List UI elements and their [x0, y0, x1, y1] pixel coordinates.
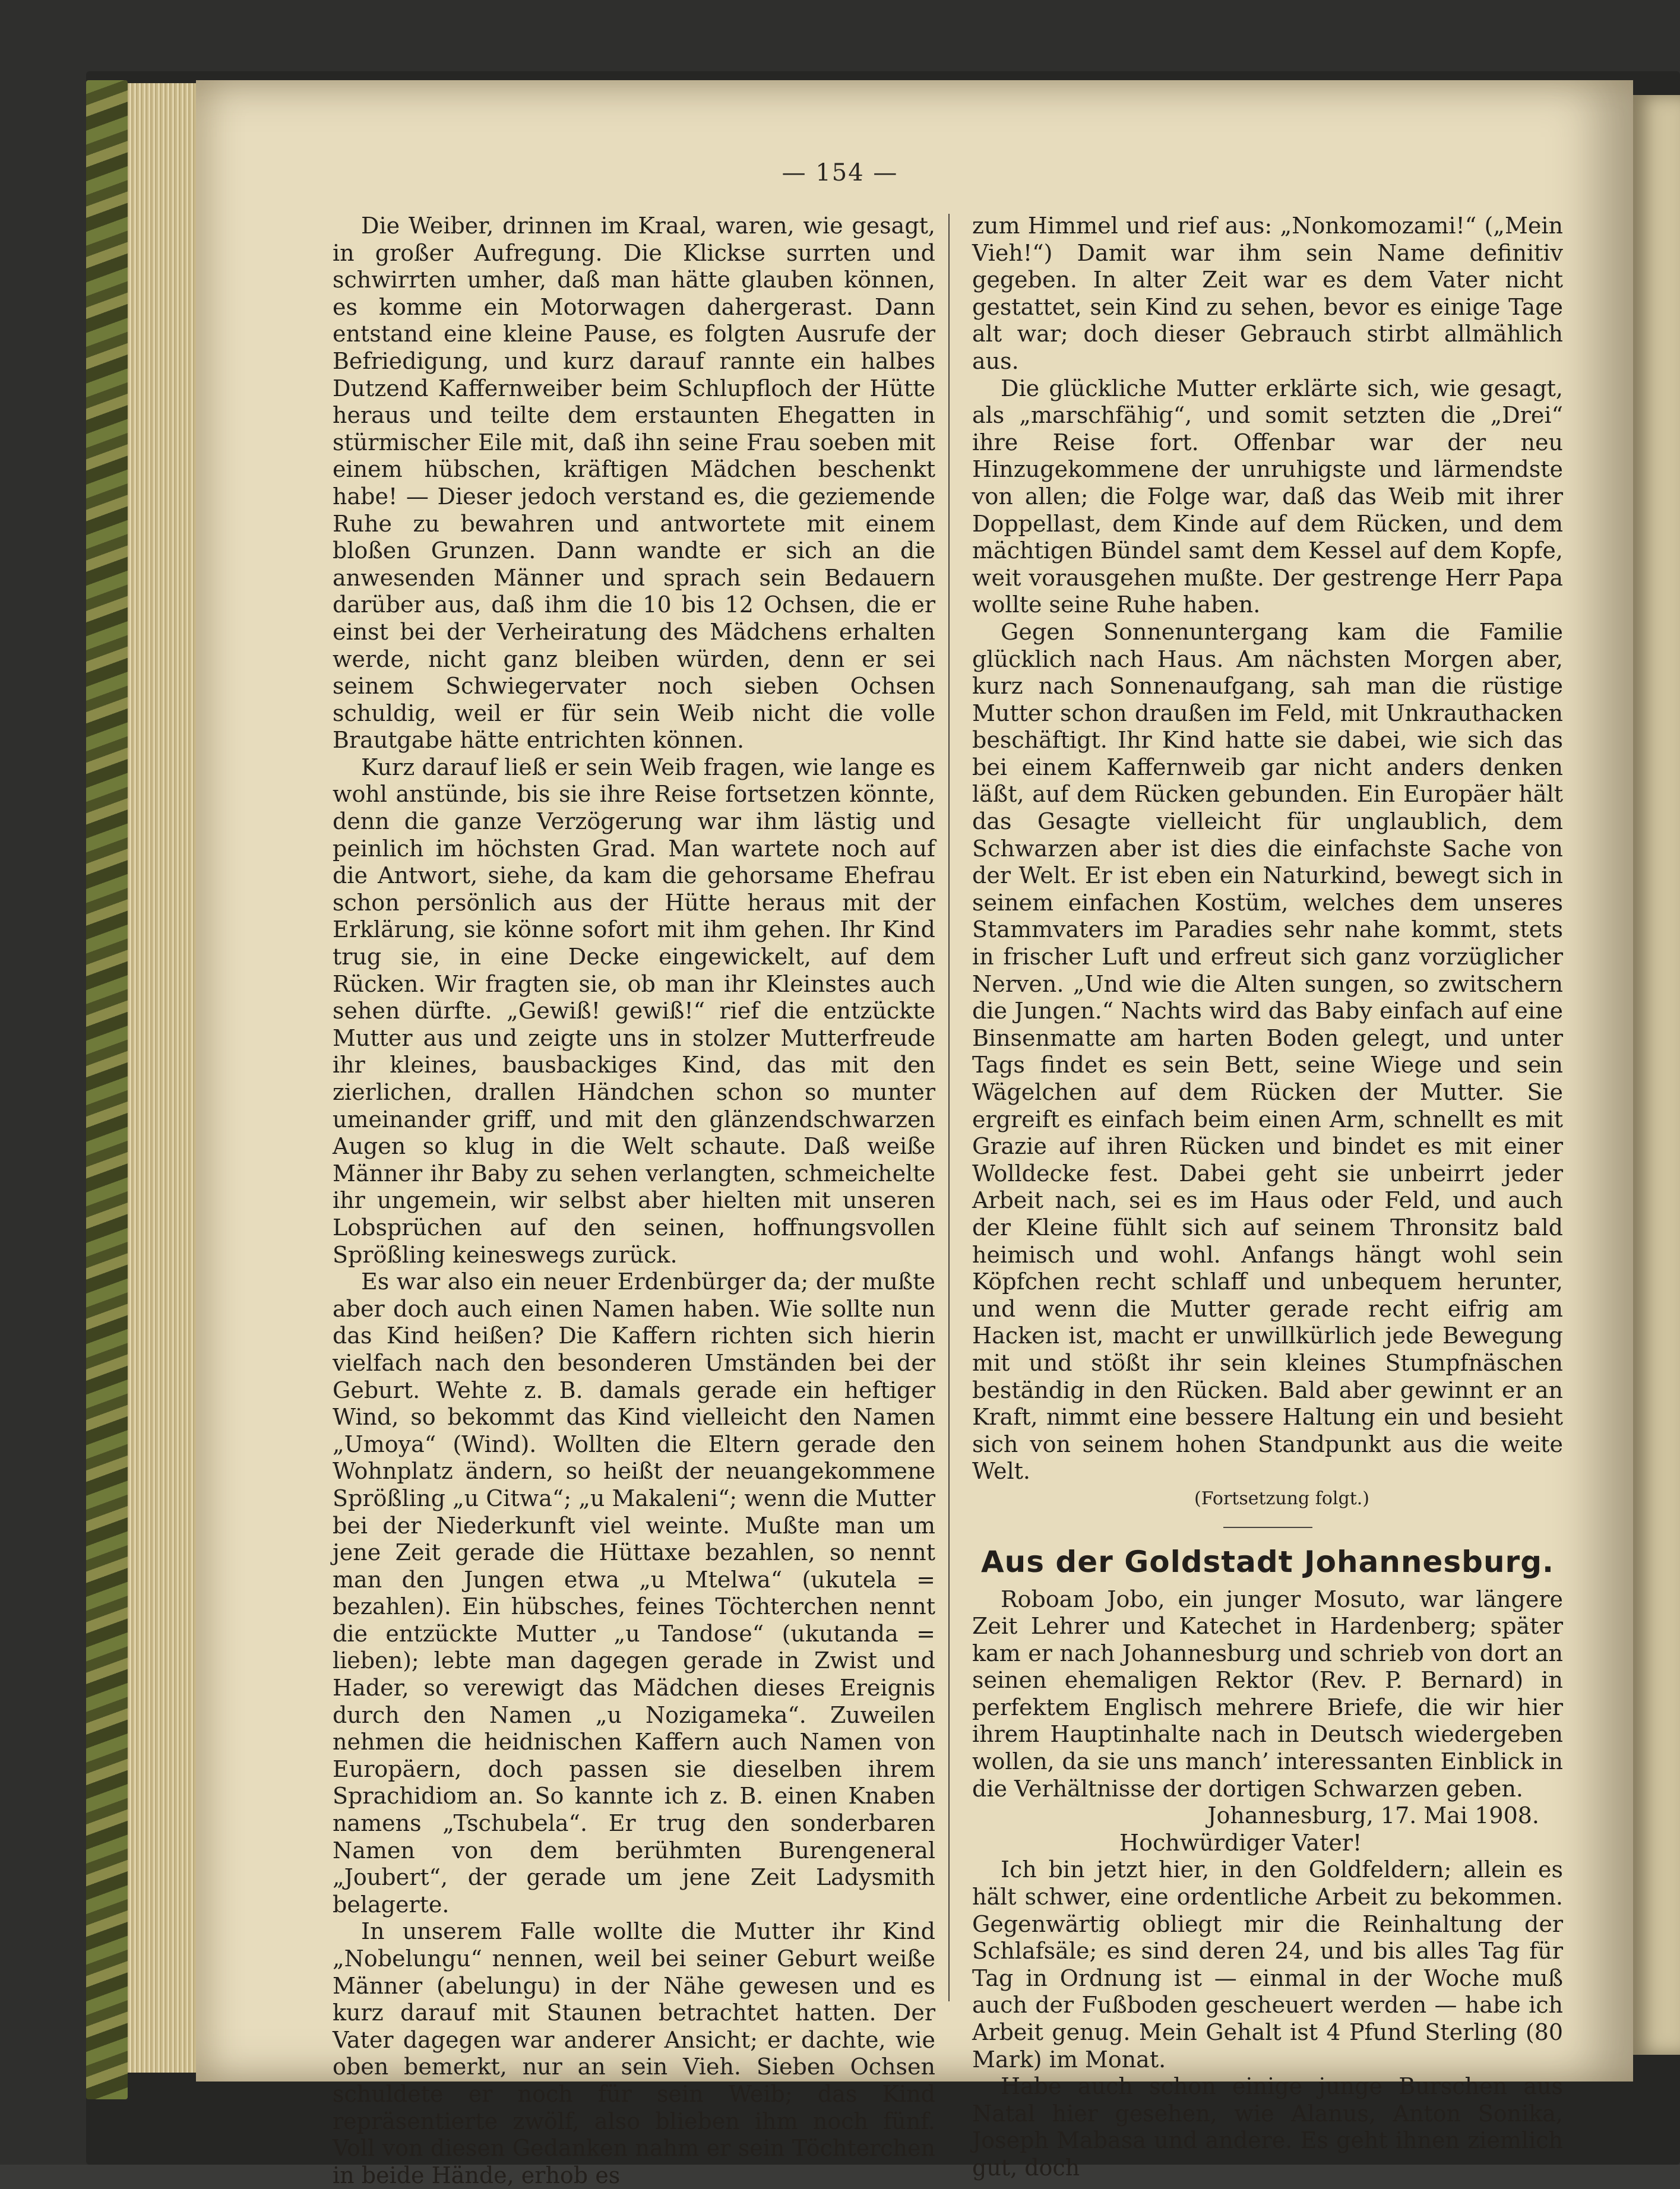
paragraph: Es war also ein neuer Erdenbürger da; der mußte aber doch auch einen Namen haben. Wie sollte nun das Kind heißen? Die Kaffern richten sich hierin vielfach nach den besonderen Umständen bei der Geburt. Wehte z. B. damals gerade ein heftiger Wind, so bekommt das Kind vielleicht den Namen „Umoya“ (Wind). Wollten die Eltern gerade den Wohnplatz ändern, so heißt der neuangekommene Sprößling „u Citwa“; „u Makaleni“; wenn die Mutter bei der Niederkunft viel weinte. Mußte man um jene Zeit gerade die Hüttaxe bezahlen, so nennt man den Jungen etwa „u Mtelwa“ (ukutela = bezahlen). Ein hübsches, feines Töchterchen nennt die entzückte Mutter „u Tandose“ (ukutanda = lieben); lebte man dagegen gerade in Zwist und Hader, so verewigt das Mädchen dieses Ereignis durch den Namen „u Nozigameka“. Zuweilen nehmen die heidnischen Kaffern auch Namen von Europäern, doch passen sie dieselben ihrem Sprachidiom an. So kannte ich z. B. einen Knaben namens „Tschubela“. Er trug den sonderbaren Namen von dem berühmten Burengeneral „Joubert“, der gerade um jene Zeit Ladysmith belagerte.: [333, 1269, 935, 1918]
paragraph: zum Himmel und rief aus: „Nonkomozami!“ („Mein Vieh!“) Damit war ihm sein Name definitiv gegeben. In alter Zeit war es dem Vater nicht gestattet, sein Kind zu sehen, bevor es einige Tage alt war; doch dieser Gebrauch stirbt allmählich aus.: [972, 213, 1563, 374]
facing-page-edge: [1633, 95, 1680, 2055]
right-column: [972, 213, 1563, 2182]
letter-place-date: Johannesburg, 17. Mai 1908.: [1207, 1802, 1539, 1829]
article-title: Aus der Goldstadt Johannesburg.: [980, 1544, 1555, 1579]
article-intro: Roboam Jobo, ein junger Mosuto, war längere Zeit Lehrer und Katechet in Hardenberg; später kam er nach Johannesburg und schrieb von dort an seinen ehemaligen Rektor (Rev. P. Bernard) in perfektem Englisch mehrere Briefe, die wir hier ihrem Hauptinhalte nach in Deutsch wiedergeben wollen, da sie uns manch’ interessanten Einblick in die Verhältnisse der dortigen Schwarzen geben.: [972, 1586, 1563, 1802]
section-rule: [1223, 1527, 1312, 1528]
column-divider: [948, 214, 950, 2001]
paragraph: Gegen Sonnenuntergang kam die Familie glücklich nach Haus. Am nächsten Morgen aber, kurz nach Sonnenaufgang, sah man die rüstige Mutter schon draußen im Feld, mit Unkrauthacken beschäftigt. Ihr Kind hatte sie dabei, wie sich das bei einem Kaffernweib gar nicht anders denken läßt, auf dem Rücken gebunden. Ein Europäer hält das Gesagte vielleicht für unglaublich, dem Schwarzen aber ist dies die einfachste Sache von der Welt. Er ist eben ein Naturkind, bewegt sich in seinem einfachen Kostüm, welches dem unseres Stammvaters im Paradies sehr nahe kommt, stets in frischer Luft und erfreut sich ganz vorzüglicher Nerven. „Und wie die Alten sungen, so zwitschern die Jungen.“ Nachts wird das Baby einfach auf eine Binsenmatte am harten Boden gelegt, und unter Tags findet es sein Bett, seine Wiege und sein Wägelchen auf dem Rücken der Mutter. Sie ergreift es einfach beim einen Arm, schnellt es mit Grazie auf ihren Rücken und bindet es mit einer Wolldecke fest. Dabei geht sie unbeirrt jeder Arbeit nach, sei es im Haus oder Feld, und auch der Kleine fühlt sich auf seinem Thronsitz bald heimisch und wohl. Anfangs hängt wohl sein Köpfchen recht schlaff und unbequem herunter, und wenn die Mutter gerade recht eifrig am Hacken ist, macht er unwillkürlich jede Bewegung mit und stößt ihr sein kleines Stumpfnäschen beständig in den Rücken. Bald aber gewinnt er an Kraft, nimmt eine bessere Haltung ein und besieht sich von seinem hohen Standpunkt aus die weite Welt.: [972, 618, 1563, 1485]
letter-salutation: Hochwürdiger Vater!: [1119, 1829, 1362, 1856]
paragraph: Habe auch schon einige junge Burschen aus Natal hier gesehen, wie Alanus, Anton Sonika, Joseph Mabasa und andere. Es geht ihnen ziemlich gut, doch: [972, 2073, 1563, 2181]
page-number: — 154 —: [782, 159, 898, 186]
paragraph: Ich bin jetzt hier, in den Goldfeldern; allein es hält schwer, eine ordentliche Arbeit zu bekommen. Gegenwärtig obliegt mir die Reinhaltung der Schlafsäle; es sind deren 24, und bis alles Tag für Tag in Ordnung ist — einmal in der Woche muß auch der Fußboden gescheuert werden — habe ich Arbeit genug. Mein Gehalt ist 4 Pfund Sterling (80 Mark) im Monat.: [972, 1856, 1563, 2073]
continued-note: (Fortsetzung folgt.): [1194, 1488, 1369, 1509]
paragraph: In unserem Falle wollte die Mutter ihr Kind „Nobelungu“ nennen, weil bei seiner Geburt weiße Männer (abelungu) in der Nähe gewesen und es kurz darauf mit Staunen betrachtet hatten. Der Vater dagegen war anderer Ansicht; er dachte, wie oben bemerkt, nur an sein Vieh. Sieben Ochsen schuldete er noch für sein Weib; das Kind repräsentierte zwölf, also blieben ihm noch fünf. Voll von diesen Gedanken nahm er sein Töchterchen in beide Hände, erhob es: [333, 1918, 935, 2188]
marbled-binding-edge: [86, 80, 128, 2099]
paragraph: Die Weiber, drinnen im Kraal, waren, wie gesagt, in großer Aufregung. Die Klickse surrten und schwirrten umher, daß man hätte glauben können, es komme ein Motorwagen dahergerast. Dann entstand eine kleine Pause, es folgten Ausrufe der Befriedigung, und kurz darauf rannte ein halbes Dutzend Kaffernweiber beim Schlupfloch der Hütte heraus und teilte dem erstaunten Ehegatten in stürmischer Eile mit, daß ihn seine Frau soeben mit einem hübschen, kräftigen Mädchen beschenkt habe! — Dieser jedoch verstand es, die geziemende Ruhe zu bewahren und antwortete mit einem bloßen Grunzen. Dann wandte er sich an die anwesenden Männer und sprach sein Bedauern darüber aus, daß ihm die 10 bis 12 Ochsen, die er einst bei der Verheiratung des Mädchens erhalten werde, nicht ganz bleiben würden, denn er sei seinem Schwiegervater noch sieben Ochsen schuldig, weil er für sein Weib nicht die volle Brautgabe hätte entrichten können.: [333, 213, 935, 754]
left-column: [333, 213, 935, 2189]
paragraph: Die glückliche Mutter erklärte sich, wie gesagt, als „marschfähig“, und somit setzten die „Drei“ ihre Reise fort. Offenbar war der neu Hinzugekommene der unruhigste und lärmendste von allen; die Folge war, daß das Weib mit ihrer Doppellast, dem Kinde auf dem Rücken, und dem mächtigen Bündel samt dem Kessel auf dem Kopfe, weit vorausgehen mußte. Der gestrenge Herr Papa wollte seine Ruhe haben.: [972, 375, 1563, 618]
paragraph: Kurz darauf ließ er sein Weib fragen, wie lange es wohl anstünde, bis sie ihre Reise fortsetzen könnte, denn die ganze Verzögerung war ihm lästig und peinlich im höchsten Grad. Man wartete noch auf die Antwort, siehe, da kam die gehorsame Ehefrau schon persönlich aus der Hütte heraus mit der Erklärung, sie könne sofort mit ihm gehen. Ihr Kind trug sie, in eine Decke eingewickelt, auf dem Rücken. Wir fragten sie, ob man ihr Kleinstes auch sehen dürfte. „Gewiß! gewiß!“ rief die entzückte Mutter aus und zeigte uns in stolzer Mutterfreude ihr kleines, bausbackiges Kind, das mit den zierlichen, drallen Händchen schon so munter umeinander griff, und mit den glänzendschwarzen Augen so klug in die Welt schaute. Daß weiße Männer ihr Baby zu sehen verlangten, schmeichelte ihr ungemein, wir selbst aber hielten mit unseren Lobsprüchen auf den seinen, hoffnungsvollen Sprößling keineswegs zurück.: [333, 754, 935, 1268]
